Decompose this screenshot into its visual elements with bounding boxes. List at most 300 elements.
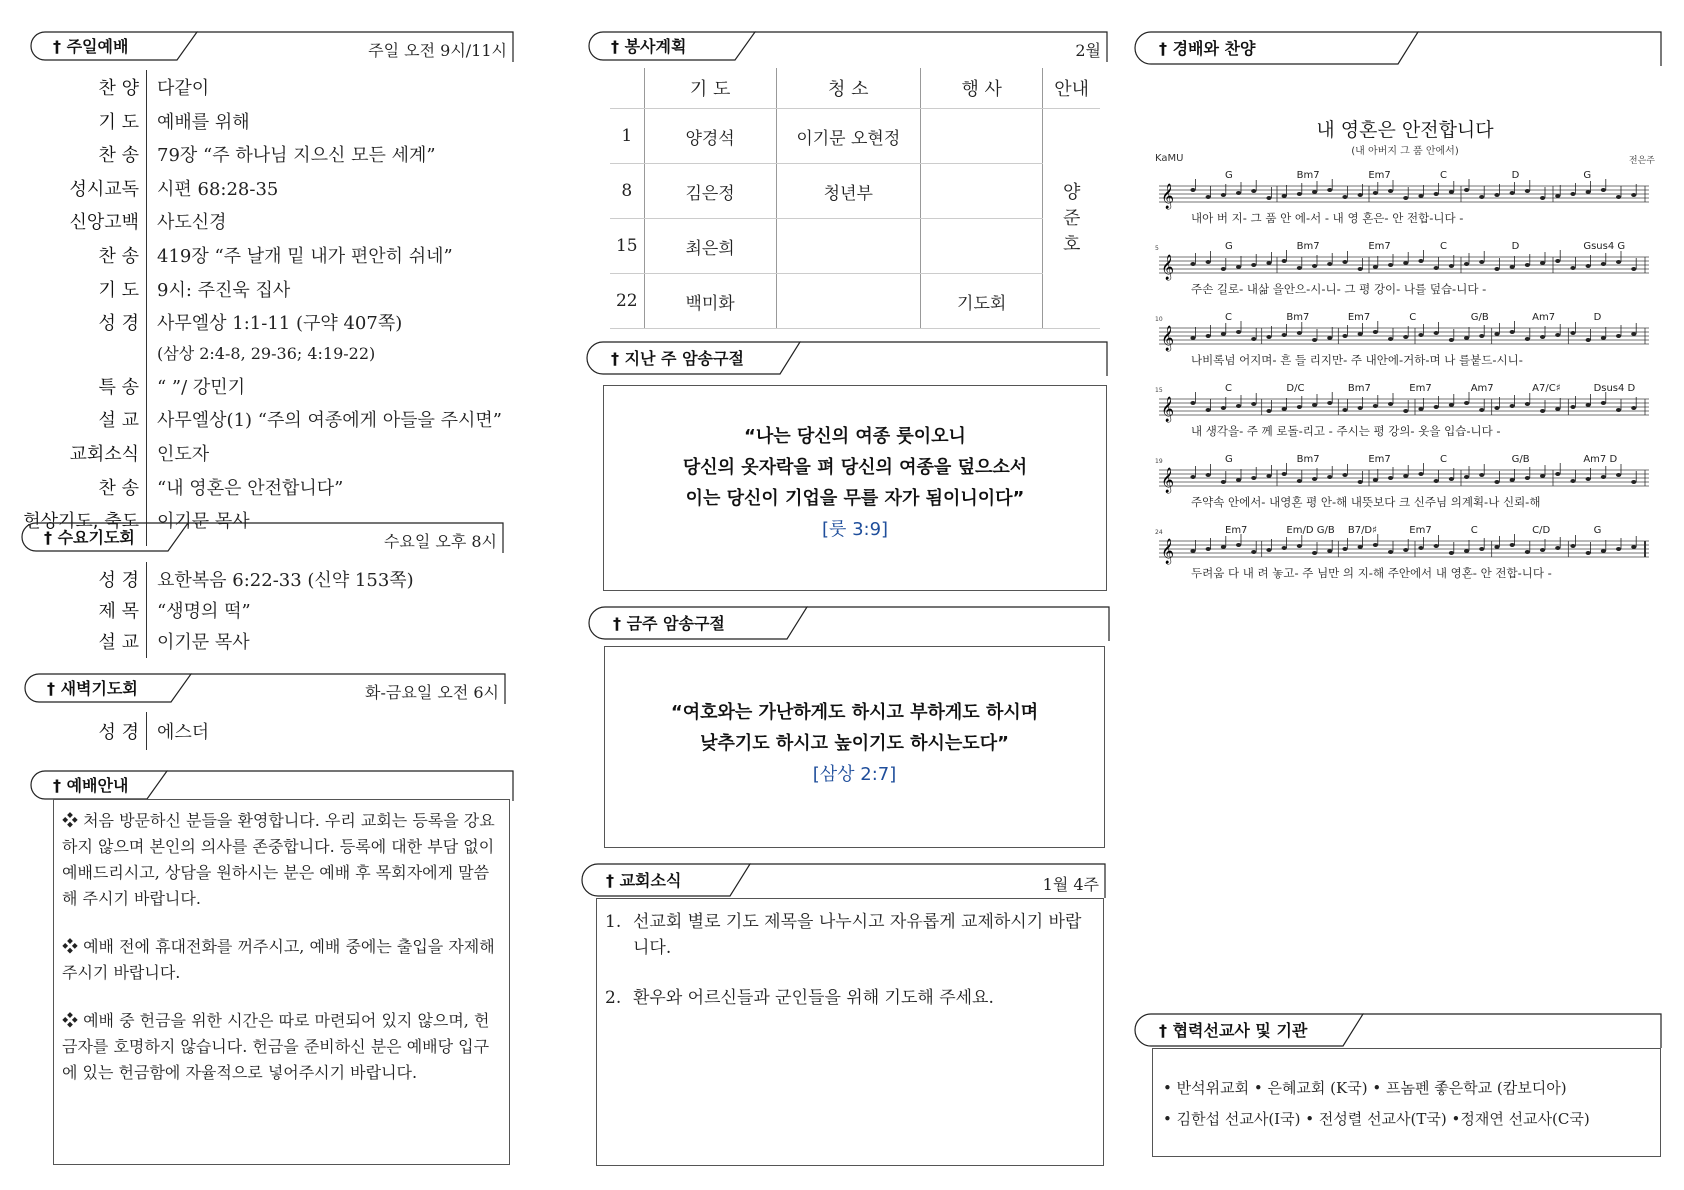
- service-plan-table: [610, 68, 1100, 329]
- measure-number: 10: [1155, 316, 1163, 323]
- note-head: [1555, 194, 1560, 198]
- note-head: [1358, 332, 1363, 336]
- guide-paragraph: ❖ 처음 방문하신 분들을 환영합니다. 우리 교회는 등록을 강요하지 않으며 본인의 의사를 존중합니다. 등록에 대한 부담 없이 예배드리시고, 상담을 원하시는 분은 예배 후 목회자에게 말씀해 주시기 바랍니다.: [62, 811, 495, 908]
- note-head: [1570, 266, 1575, 270]
- guide-title: † 예배안내: [53, 776, 129, 795]
- sheet-music: [1155, 115, 1655, 615]
- table-header: 기 도: [644, 68, 776, 109]
- note-head: [1327, 262, 1332, 266]
- note-head: [1631, 480, 1636, 484]
- note-head: [1418, 259, 1423, 263]
- note-head: [1297, 405, 1302, 409]
- note-head: [1327, 336, 1332, 340]
- wednesday-title: † 수요기도회: [44, 528, 135, 547]
- lyrics-line: 주손 길로- 내삶 을안으-시-니- 그 평 강이- 나를 덮습-니다 -: [1191, 282, 1487, 296]
- note-head: [1525, 263, 1530, 267]
- note-head: [1570, 192, 1575, 196]
- note-head: [1525, 550, 1530, 554]
- chord-symbol: C: [1225, 312, 1232, 323]
- chord-symbol: Em7: [1347, 312, 1371, 323]
- chord-symbol: Bm7: [1347, 383, 1371, 394]
- note-head: [1190, 188, 1195, 192]
- order-label: 헌상기도, 축도: [23, 511, 139, 533]
- note-head: [1510, 404, 1515, 408]
- note-head: [1358, 406, 1363, 410]
- note-head: [1388, 263, 1393, 267]
- order-value: (삼상 2:4-8, 29-36; 4:19-22): [157, 343, 376, 363]
- note-head: [1510, 478, 1515, 482]
- guide-header: [27, 769, 513, 801]
- order-label: 교회소식: [69, 444, 139, 465]
- this-verse-title: † 금주 암송구절: [613, 614, 725, 633]
- note-head: [1570, 405, 1575, 409]
- chord-symbol: Em7: [1368, 241, 1391, 252]
- order-value: 사무엘상 1:1-11 (구약 407쪽): [157, 313, 403, 335]
- table-cell: 기도회: [921, 274, 1043, 329]
- note-head: [1388, 189, 1393, 193]
- order-label: 신앙고백: [69, 212, 139, 234]
- partner-line: • 김한섭 선교사(I국) • 전성렬 선교사(T국) •정재연 선교사(C국): [1163, 1110, 1590, 1128]
- verse-line: 낮추기도 하시고 높이기도 하시는도다”: [700, 733, 1009, 754]
- note-head: [1358, 193, 1363, 197]
- note-head: [1312, 264, 1317, 268]
- treble-clef-icon: 𝄞: [1161, 255, 1175, 280]
- order-value: 요한복음 6:22-33 (신약 153쪽): [157, 570, 414, 591]
- lyrics-line: 주약속 안에서- 내영혼 평 안-해 내뜻보다 크 신주님 의계획-나 신뢰-해: [1191, 495, 1541, 509]
- note-head: [1266, 196, 1271, 200]
- table-cell: 김은정: [644, 164, 776, 219]
- measure-number: 5: [1155, 245, 1159, 252]
- note-head: [1525, 476, 1530, 480]
- list-item: [605, 985, 1095, 1011]
- note-head: [1479, 473, 1484, 477]
- note-head: [1631, 193, 1636, 197]
- score-system: [1155, 454, 1655, 516]
- note-head: [1616, 195, 1621, 199]
- note-head: [1236, 191, 1241, 195]
- note-head: [1555, 333, 1560, 337]
- note-head: [1251, 189, 1256, 193]
- note-head: [1616, 408, 1621, 412]
- chord-symbol: Em7: [1409, 383, 1432, 394]
- chord-symbol: G: [1225, 241, 1233, 252]
- table-cell: 이기문 오현정: [776, 109, 920, 164]
- worship-song-header: [1133, 30, 1661, 62]
- table-row: [610, 219, 1100, 274]
- order-value: 예배를 위해: [157, 111, 250, 133]
- note-head: [1494, 406, 1499, 410]
- note-head: [1616, 547, 1621, 551]
- order-label: 특 송: [98, 376, 139, 398]
- note-head: [1297, 479, 1302, 483]
- table-cell: 청년부: [776, 164, 920, 219]
- note-head: [1403, 196, 1408, 200]
- note-head: [1190, 401, 1195, 405]
- chord-symbol: Em7: [1368, 454, 1391, 465]
- note-head: [1221, 267, 1226, 271]
- table-header: 행 사: [921, 68, 1043, 109]
- note-head: [1282, 546, 1287, 550]
- note-head: [1403, 335, 1408, 339]
- order-label: 성 경: [98, 313, 139, 335]
- note-head: [1403, 261, 1408, 265]
- note-head: [1570, 479, 1575, 483]
- note-head: [1464, 188, 1469, 192]
- wednesday-time: 수요일 오후 8시: [383, 532, 497, 551]
- score-system: [1155, 383, 1655, 445]
- song-title: 내 영혼은 안전합니다: [1316, 119, 1494, 141]
- order-label: 기 도: [98, 111, 139, 133]
- note-head: [1616, 473, 1621, 477]
- note-head: [1206, 260, 1211, 264]
- note-head: [1312, 190, 1317, 194]
- note-head: [1206, 408, 1211, 412]
- note-head: [1616, 260, 1621, 264]
- note-head: [1403, 409, 1408, 413]
- note-head: [1494, 193, 1499, 197]
- guide-person-char: 양: [1062, 181, 1081, 203]
- note-head: [1525, 402, 1530, 406]
- note-head: [1479, 547, 1484, 551]
- chord-symbol: Bm7: [1296, 170, 1320, 181]
- note-head: [1479, 260, 1484, 264]
- dawn-time: 화-금요일 오전 6시: [365, 683, 499, 702]
- chord-symbol: Am7: [1470, 383, 1494, 394]
- order-label: 찬 송: [98, 477, 139, 499]
- note-head: [1373, 478, 1378, 482]
- note-head: [1266, 335, 1271, 339]
- note-head: [1555, 407, 1560, 411]
- this-verse-text: [605, 697, 1104, 790]
- note-head: [1540, 474, 1545, 478]
- note-head: [1327, 401, 1332, 405]
- note-head: [1570, 331, 1575, 335]
- note-head: [1266, 261, 1271, 265]
- note-head: [1236, 543, 1241, 547]
- order-value: 79장 “주 하나님 지으신 모든 세계”: [157, 145, 436, 167]
- note-head: [1388, 402, 1393, 406]
- chord-symbol: D/C: [1286, 383, 1305, 394]
- news-number: 2.: [605, 988, 622, 1008]
- note-head: [1221, 545, 1226, 549]
- note-head: [1221, 480, 1226, 484]
- last-verse-header: [585, 340, 1107, 372]
- chord-symbol: Bm7: [1296, 454, 1320, 465]
- treble-clef-icon: 𝄞: [1161, 184, 1175, 209]
- note-head: [1373, 404, 1378, 408]
- order-value: 다같이: [157, 78, 210, 99]
- lyrics-line: 두려움 다 내 려 놓고- 주 님만 의 지-해 주안에서 내 영혼- 안 전합-니다 -: [1191, 566, 1552, 580]
- note-head: [1434, 331, 1439, 335]
- order-label: 설 교: [98, 632, 139, 653]
- order-value: 사도신경: [157, 212, 227, 234]
- chord-symbol: C: [1440, 170, 1447, 181]
- table-cell: [921, 109, 1043, 164]
- note-head: [1586, 264, 1591, 268]
- verse-line: 당신의 옷자락을 펴 당신의 여종을 덮으소서: [682, 457, 1028, 478]
- chord-symbol: Em/D G/B: [1286, 525, 1335, 536]
- note-head: [1327, 549, 1332, 553]
- order-label: 제 목: [98, 601, 139, 622]
- chord-symbol: Em7: [1225, 525, 1248, 536]
- lyrics-line: 나비록넘 어지며- 흔 들 리지만- 주 내안에-거하-며 나 를붙드-시니-: [1191, 353, 1523, 367]
- note-head: [1373, 330, 1378, 334]
- order-value: 이기문 목사: [157, 632, 250, 653]
- note-head: [1190, 336, 1195, 340]
- note-head: [1342, 547, 1347, 551]
- chord-symbol: Bm7: [1296, 241, 1320, 252]
- guide-person-cell: [1043, 109, 1100, 329]
- verse-reference: [삼상 2:7]: [812, 764, 897, 785]
- note-head: [1464, 549, 1469, 553]
- note-head: [1510, 330, 1515, 334]
- table-cell: 최은희: [644, 219, 776, 274]
- note-head: [1251, 402, 1256, 406]
- verse-line: 이는 당신이 기업을 무를 자가 됨이니이다”: [685, 488, 1025, 509]
- sunday-order: [23, 70, 513, 550]
- service-plan-month: 2월: [1075, 41, 1101, 60]
- note-head: [1464, 475, 1469, 479]
- last-verse-text: [604, 421, 1106, 545]
- note-head: [1510, 191, 1515, 195]
- order-value: “생명의 떡”: [157, 601, 251, 622]
- order-label: 성시교독: [69, 178, 139, 200]
- note-head: [1282, 259, 1287, 263]
- note-head: [1434, 405, 1439, 409]
- order-label: 기 도: [98, 279, 139, 301]
- note-head: [1342, 260, 1347, 264]
- note-head: [1449, 477, 1454, 481]
- note-head: [1464, 262, 1469, 266]
- note-head: [1312, 477, 1317, 481]
- note-head: [1601, 336, 1606, 340]
- guide-box: [53, 799, 510, 1165]
- note-head: [1312, 403, 1317, 407]
- order-value: 에스더: [157, 722, 210, 743]
- note-head: [1388, 550, 1393, 554]
- news-week: 1월 4주: [1042, 875, 1099, 894]
- note-head: [1251, 550, 1256, 554]
- order-label: 찬 양: [98, 78, 139, 99]
- note-head: [1555, 546, 1560, 550]
- note-head: [1601, 262, 1606, 266]
- note-head: [1358, 480, 1363, 484]
- note-head: [1358, 545, 1363, 549]
- table-row: [610, 109, 1100, 164]
- partners-header: [1133, 1012, 1661, 1044]
- chord-symbol: D: [1511, 170, 1520, 181]
- table-cell: [776, 219, 920, 274]
- order-label: 찬 송: [98, 145, 139, 167]
- note-head: [1342, 408, 1347, 412]
- order-label: 성 경: [98, 570, 139, 591]
- news-box: [596, 898, 1104, 1166]
- chord-symbol: Am7 D: [1583, 454, 1618, 465]
- note-head: [1236, 478, 1241, 482]
- chord-symbol: Bm7: [1286, 312, 1310, 323]
- note-head: [1540, 548, 1545, 552]
- note-head: [1434, 544, 1439, 548]
- treble-clef-icon: 𝄞: [1161, 539, 1175, 564]
- note-head: [1479, 195, 1484, 199]
- lyrics-line: 내아 버 지- 그 품 안 에-서 - 내 영 혼은- 안 전합-니다 -: [1191, 211, 1464, 225]
- table-cell: [921, 219, 1043, 274]
- wednesday-header: [18, 521, 503, 553]
- service-plan-title: † 봉사계획: [611, 37, 687, 56]
- sunday-title: † 주일예배: [53, 37, 129, 56]
- note-head: [1403, 474, 1408, 478]
- note-head: [1586, 190, 1591, 194]
- note-head: [1601, 549, 1606, 553]
- table-cell: 양경석: [644, 109, 776, 164]
- note-head: [1418, 194, 1423, 198]
- note-head: [1601, 188, 1606, 192]
- note-head: [1586, 403, 1591, 407]
- chord-symbol: C: [1440, 241, 1447, 252]
- note-head: [1221, 406, 1226, 410]
- news-number: 1.: [605, 912, 622, 932]
- note-head: [1190, 549, 1195, 553]
- note-head: [1190, 262, 1195, 266]
- note-head: [1540, 335, 1545, 339]
- note-head: [1525, 189, 1530, 193]
- note-head: [1282, 194, 1287, 198]
- note-head: [1631, 545, 1636, 549]
- note-head: [1373, 265, 1378, 269]
- last-verse-title: † 지난 주 암송구절: [611, 349, 744, 368]
- worship-song-title: † 경배와 찬양: [1159, 39, 1256, 58]
- chord-symbol: D: [1511, 241, 1520, 252]
- note-head: [1494, 332, 1499, 336]
- partner-line: • 반석위교회 • 은혜교회 (K국) • 프놈펜 좋은학교 (캄보디아): [1163, 1079, 1567, 1097]
- table-header: [610, 68, 644, 109]
- note-head: [1418, 546, 1423, 550]
- note-head: [1282, 407, 1287, 411]
- note-head: [1525, 337, 1530, 341]
- note-head: [1327, 188, 1332, 192]
- table-row: [610, 274, 1100, 329]
- note-head: [1449, 338, 1454, 342]
- chord-symbol: Gsus4 G: [1583, 241, 1626, 252]
- note-head: [1586, 551, 1591, 555]
- chord-symbol: G: [1225, 170, 1233, 181]
- note-head: [1586, 338, 1591, 342]
- note-head: [1510, 543, 1515, 547]
- note-head: [1190, 475, 1195, 479]
- chord-symbol: D: [1593, 312, 1602, 323]
- table-header-row: [610, 68, 1100, 109]
- note-head: [1373, 543, 1378, 547]
- guide-paragraph: ❖ 예배 전에 휴대전화를 꺼주시고, 예배 중에는 출입을 자제해 주시기 바랍니다.: [62, 937, 495, 982]
- note-head: [1464, 336, 1469, 340]
- sunday-time: 주일 오전 9시/11시: [368, 41, 507, 60]
- score-system: [1155, 525, 1655, 587]
- table-header: 청 소: [776, 68, 920, 109]
- note-head: [1540, 409, 1545, 413]
- table-cell: 15: [610, 219, 644, 274]
- note-head: [1312, 338, 1317, 342]
- note-head: [1342, 195, 1347, 199]
- sunday-header: [27, 30, 513, 62]
- note-head: [1494, 267, 1499, 271]
- table-cell: [921, 164, 1043, 219]
- order-value: 9시: 주진욱 집사: [157, 279, 291, 301]
- note-head: [1206, 473, 1211, 477]
- note-head: [1206, 547, 1211, 551]
- chord-symbol: C/D: [1532, 525, 1551, 536]
- note-head: [1418, 472, 1423, 476]
- note-head: [1221, 332, 1226, 336]
- note-head: [1388, 476, 1393, 480]
- order-value: 이기문 목사: [157, 511, 250, 533]
- note-head: [1236, 404, 1241, 408]
- chord-symbol: C: [1225, 383, 1232, 394]
- note-head: [1494, 545, 1499, 549]
- note-head: [1373, 191, 1378, 195]
- note-head: [1631, 406, 1636, 410]
- measure-number: 24: [1155, 529, 1163, 536]
- chord-symbol: Em7: [1409, 525, 1432, 536]
- chord-symbol: G: [1225, 454, 1233, 465]
- chord-symbol: G/B: [1470, 312, 1489, 323]
- note-head: [1297, 331, 1302, 335]
- order-label: 성 경: [98, 722, 139, 743]
- measure-number: 19: [1155, 458, 1163, 465]
- chord-symbol: B7/D♯: [1347, 525, 1377, 536]
- partners-title: † 협력선교사 및 기관: [1159, 1021, 1308, 1040]
- note-head: [1434, 192, 1439, 196]
- score-system: [1155, 241, 1655, 303]
- note-head: [1434, 266, 1439, 270]
- chord-symbol: C: [1470, 525, 1478, 536]
- note-head: [1464, 401, 1469, 405]
- chord-symbol: G/B: [1511, 454, 1530, 465]
- table-header: 안내: [1043, 68, 1100, 109]
- note-head: [1266, 474, 1271, 478]
- score-system: [1155, 170, 1655, 232]
- order-value: “ ”/ 강민기: [157, 376, 246, 398]
- chord-symbol: G: [1593, 525, 1602, 536]
- note-head: [1479, 334, 1484, 338]
- note-head: [1388, 337, 1393, 341]
- chord-symbol: C: [1440, 454, 1447, 465]
- note-head: [1206, 195, 1211, 199]
- note-head: [1236, 330, 1241, 334]
- table-cell: 22: [610, 274, 644, 329]
- guide-person-char: 준: [1062, 207, 1081, 229]
- note-head: [1282, 472, 1287, 476]
- verse-line: “여호와는 가난하게도 하시고 부하게도 하시며: [670, 702, 1039, 723]
- note-head: [1236, 265, 1241, 269]
- song-composer: 전은주: [1628, 156, 1655, 166]
- news-header: [580, 862, 1105, 894]
- verse-line: “나는 당신의 여종 룻이오니: [744, 426, 966, 447]
- note-head: [1418, 333, 1423, 337]
- note-head: [1297, 266, 1302, 270]
- note-head: [1342, 473, 1347, 477]
- lyrics-line: 내 생각을- 주 께 로돌-리고 - 주시는 평 강의- 옷을 입습-니다 -: [1191, 424, 1501, 438]
- note-head: [1403, 548, 1408, 552]
- last-verse-box: [603, 385, 1107, 591]
- note-head: [1266, 548, 1271, 552]
- note-head: [1510, 265, 1515, 269]
- table-cell: 백미화: [644, 274, 776, 329]
- order-label: 찬 송: [98, 246, 139, 267]
- note-head: [1418, 407, 1423, 411]
- note-head: [1555, 472, 1560, 476]
- chord-symbol: Am7: [1532, 312, 1556, 323]
- note-head: [1297, 192, 1302, 196]
